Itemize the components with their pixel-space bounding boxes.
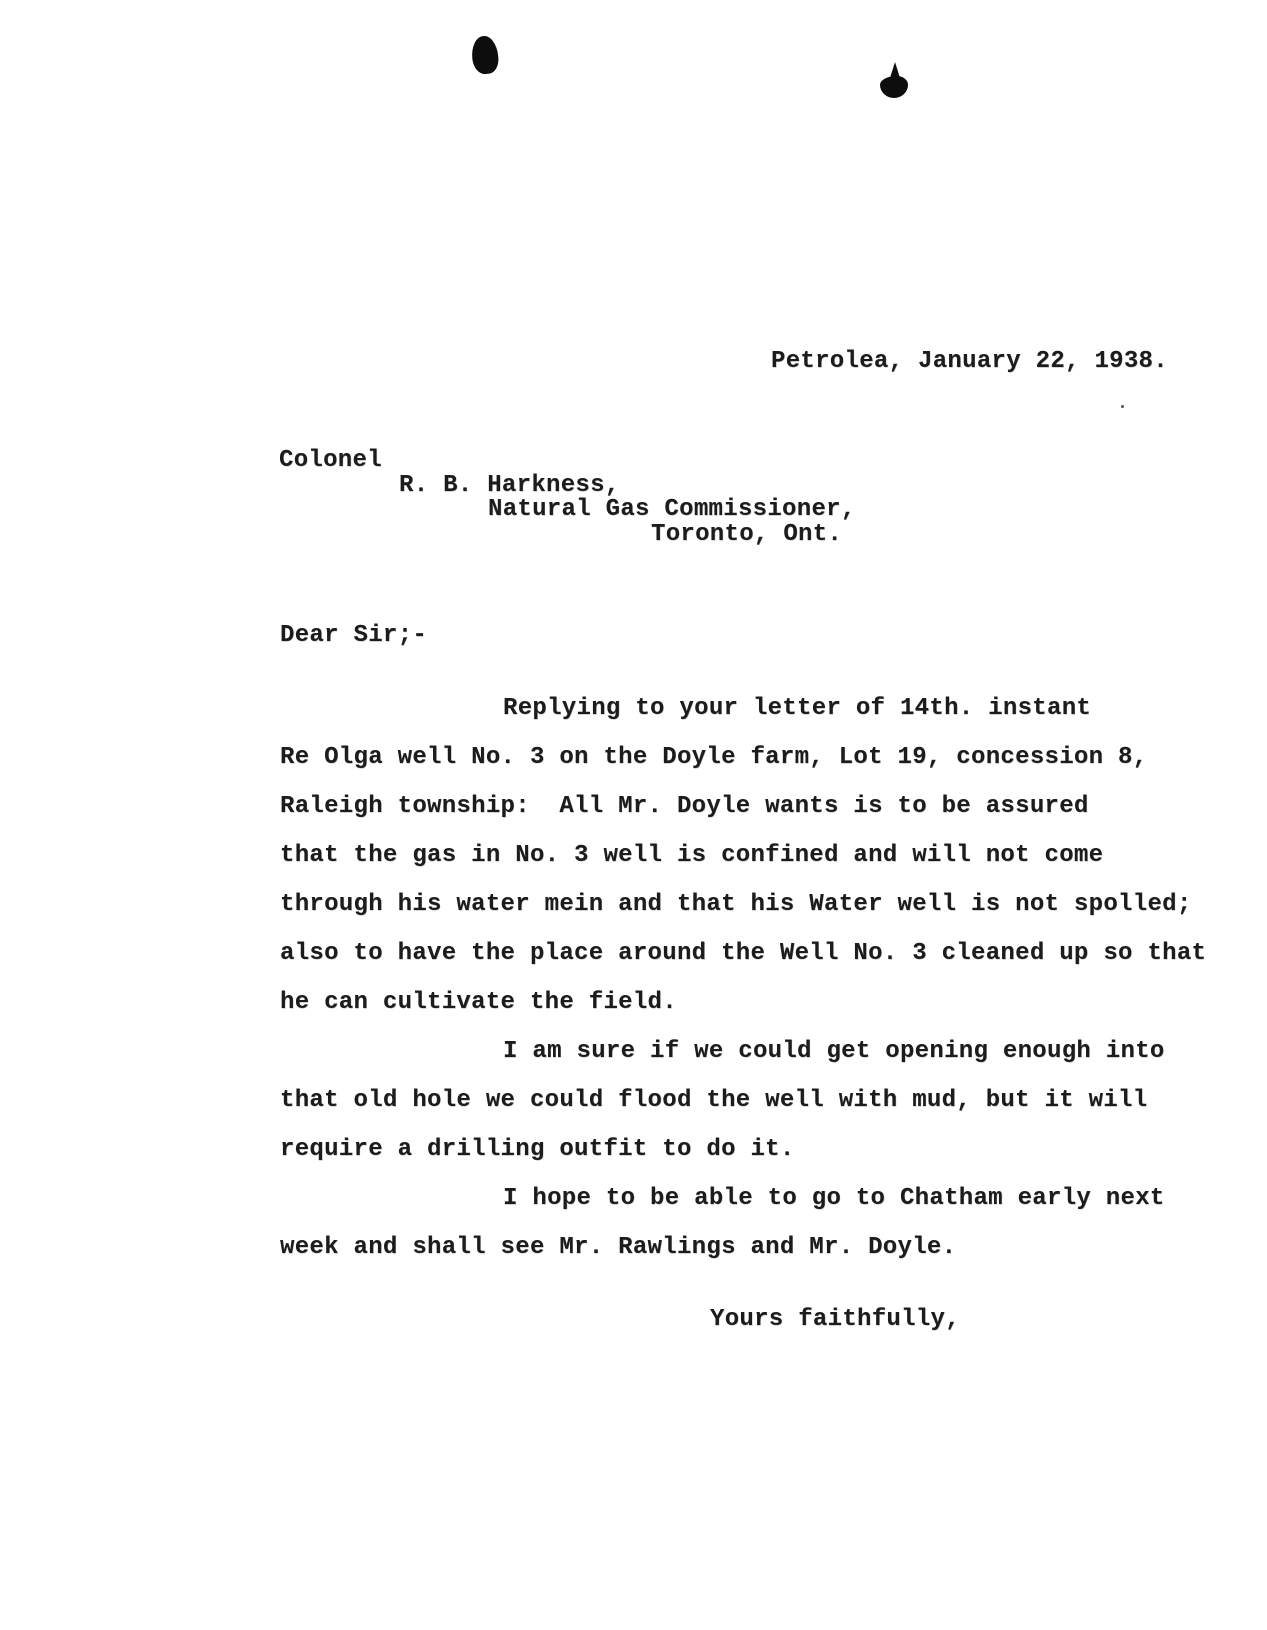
recipient-city: Toronto, Ont. [651, 521, 843, 548]
body-line: I hope to be able to go to Chatham early next [503, 1185, 1165, 1212]
paper-speck [1121, 405, 1124, 408]
ink-blot [880, 76, 908, 98]
salutation: Dear Sir;- [280, 622, 428, 649]
body-line: that old hole we could flood the well with mud, but it will [280, 1087, 1148, 1114]
recipient-name: R. B. Harkness, [399, 472, 620, 499]
recipient-position: Natural Gas Commissioner, [488, 496, 856, 523]
body-line: through his water mein and that his Water well is not spolled; [280, 891, 1192, 918]
body-line: Raleigh township: All Mr. Doyle wants is to be assured [280, 793, 1089, 820]
dateline: Petrolea, January 22, 1938. [771, 348, 1168, 375]
body-line: I am sure if we could get opening enough into [503, 1038, 1165, 1065]
body-line: he can cultivate the field. [280, 989, 677, 1016]
body-line: Replying to your letter of 14th. instant [503, 695, 1092, 722]
body-line: require a drilling outfit to do it. [280, 1136, 795, 1163]
body-line: week and shall see Mr. Rawlings and Mr. Doyle. [280, 1234, 957, 1261]
body-line: Re Olga well No. 3 on the Doyle farm, Lot 19, concession 8, [280, 744, 1148, 771]
closing: Yours faithfully, [710, 1306, 960, 1333]
ink-blot [470, 35, 500, 76]
recipient-title: Colonel [279, 447, 382, 474]
body-line: also to have the place around the Well No. 3 cleaned up so that [280, 940, 1207, 967]
body-line: that the gas in No. 3 well is confined and will not come [280, 842, 1104, 869]
